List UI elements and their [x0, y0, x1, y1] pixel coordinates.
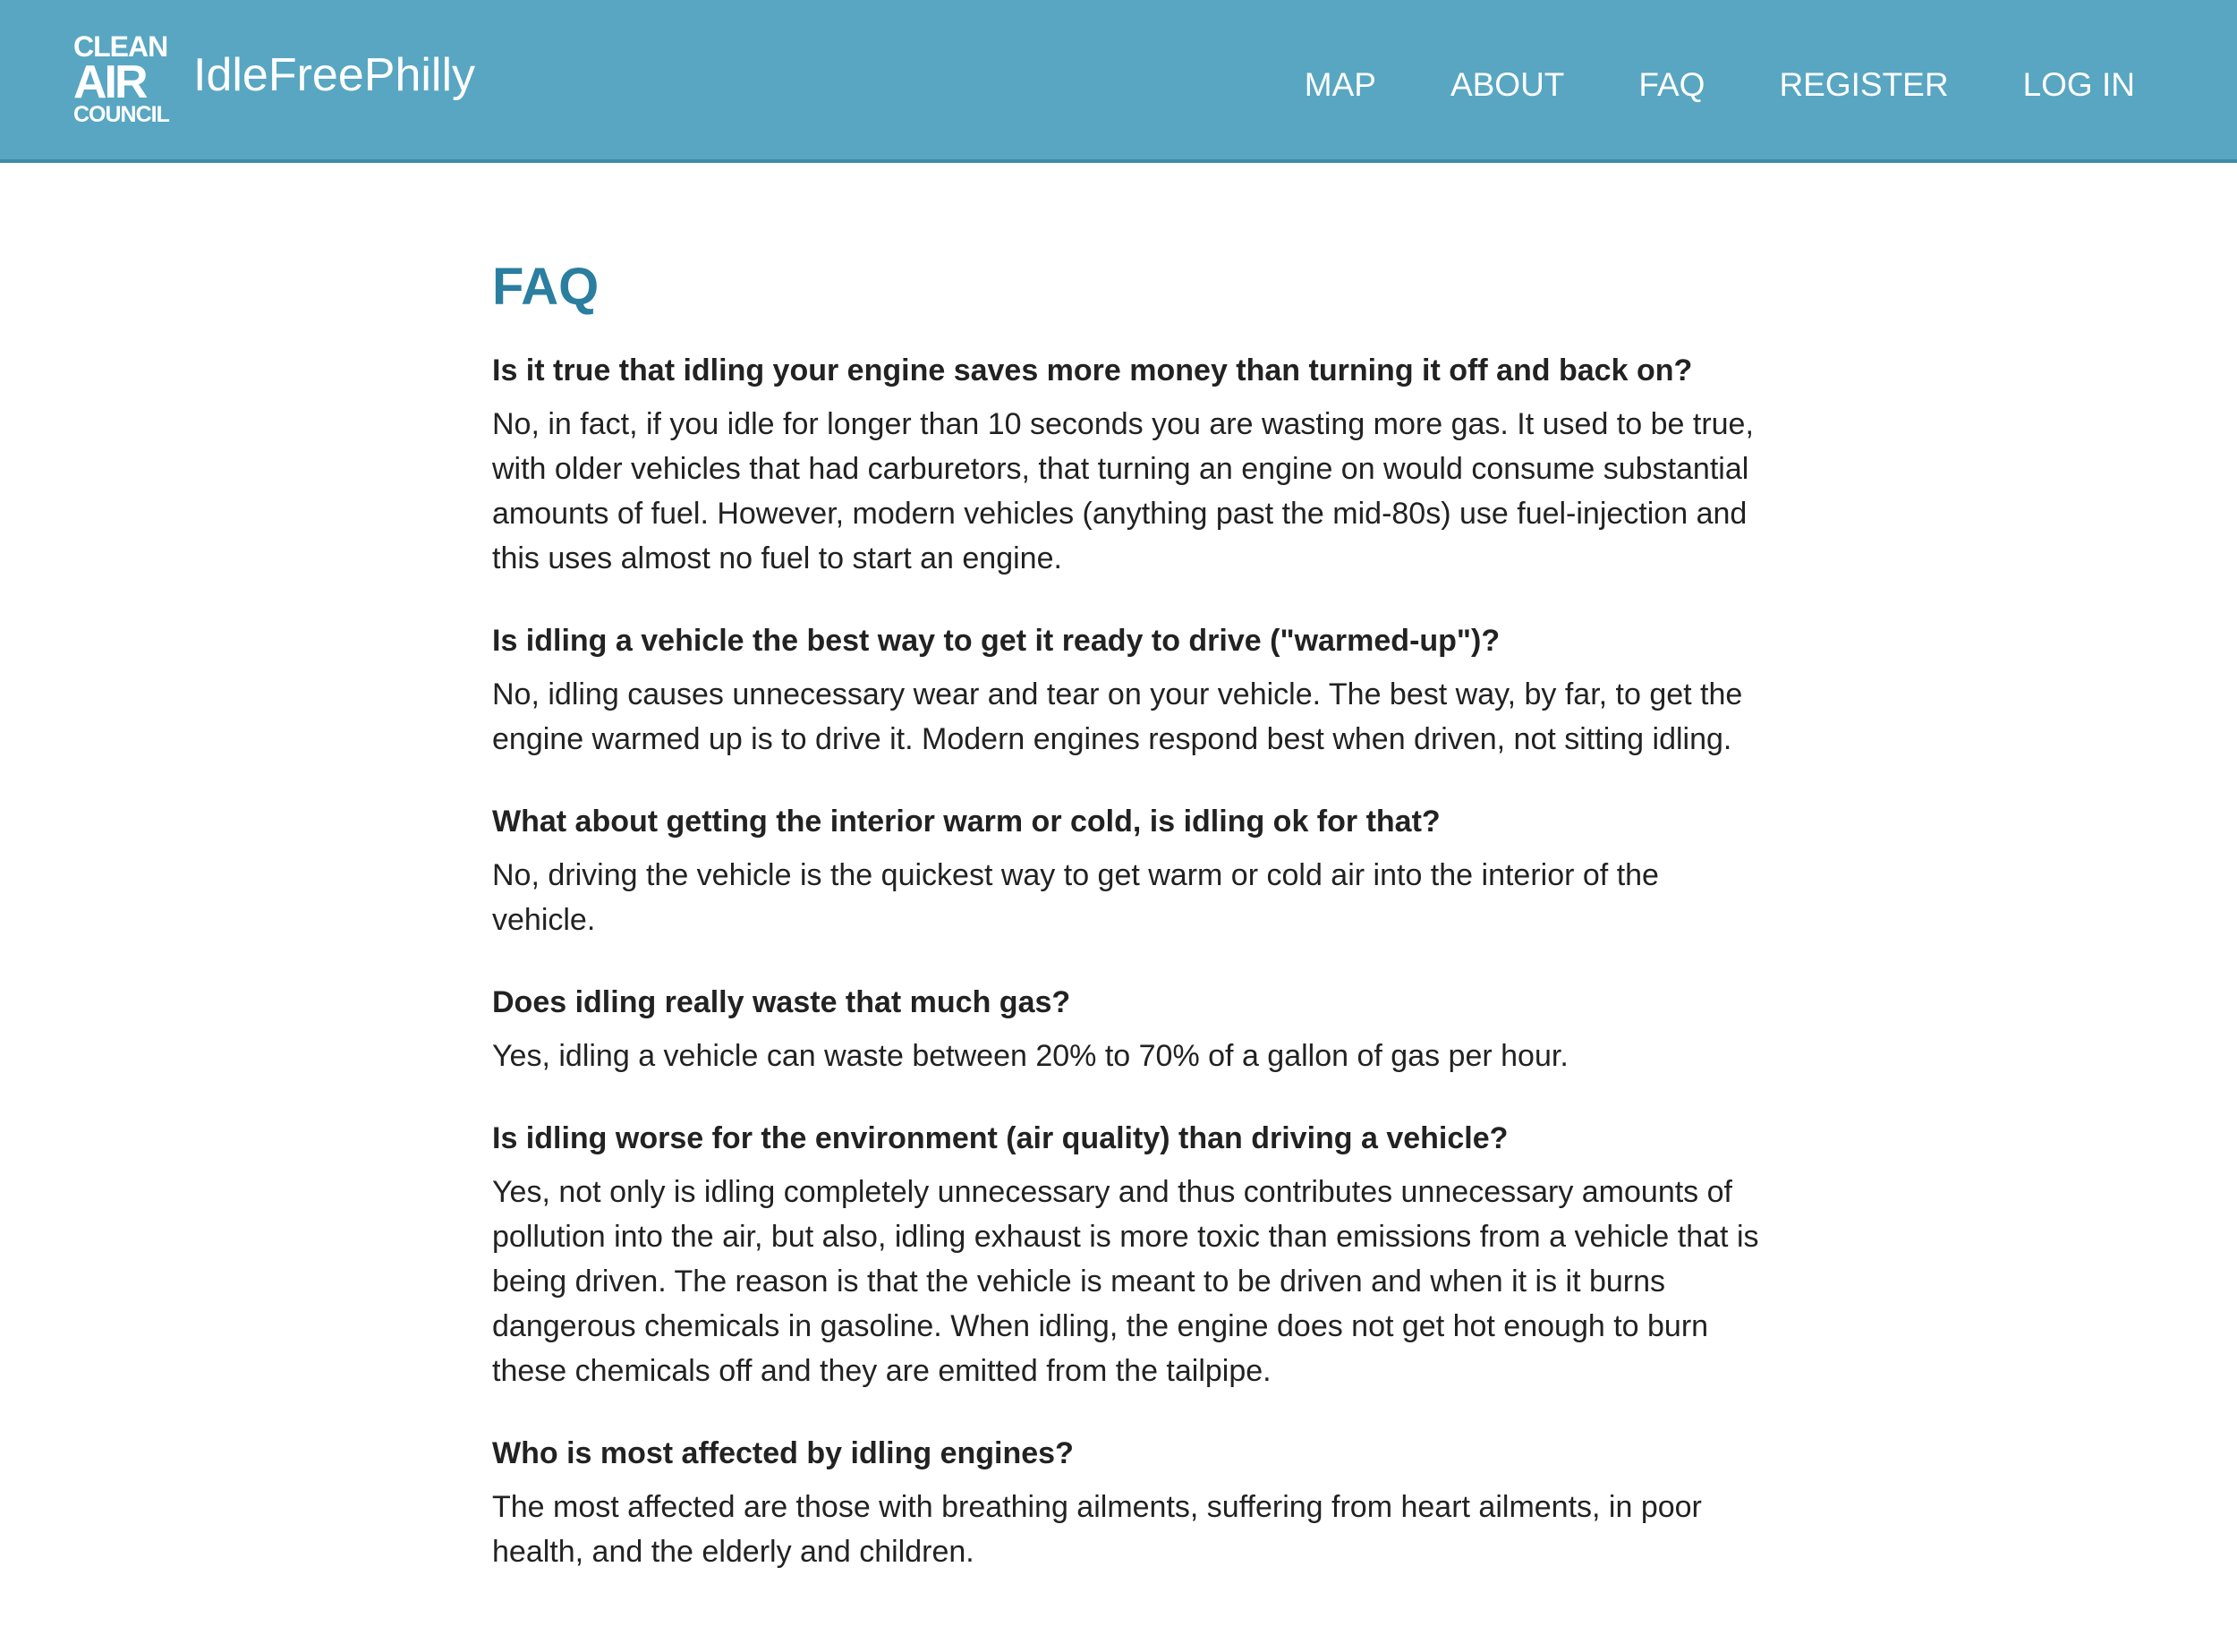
- nav-map[interactable]: MAP: [1304, 66, 1376, 103]
- top-navbar: [0, 0, 2237, 163]
- nav-register[interactable]: REGISTER: [1779, 66, 1949, 103]
- logo-line-clean: CLEAN: [73, 30, 168, 63]
- faq-question: Is idling worse for the environment (air quality) than driving a vehicle?: [492, 1121, 1509, 1155]
- faq-answer: Yes, not only is idling completely unnecessary and thus contributes unnecessary amounts of pollution into the air, but also, idling exhaust is more toxic than emissions from a vehicle that is being driven. The reason is that the vehicle is meant to be driven and when it is it burns dangerous chemicals in gasoline. When idling, the engine does not get hot enough to burn these chemicals off and they are emitted from the tailpipe.: [492, 1175, 1759, 1388]
- nav-login[interactable]: LOG IN: [2022, 66, 2135, 103]
- faq-item: [492, 350, 1763, 581]
- faq-question: Is idling a vehicle the best way to get it ready to drive ("warmed-up")?: [492, 624, 1501, 658]
- home-link[interactable]: [73, 32, 475, 129]
- nav-faq[interactable]: FAQ: [1638, 66, 1705, 103]
- faq-answer: No, idling causes unnecessary wear and tear on your vehicle. The best way, by far, to get the engine warmed up is to drive it. Modern engines respond best when driven, not sitting idling.: [492, 677, 1743, 756]
- logo-line-air: AIR: [73, 56, 146, 108]
- faq-question: Does idling really waste that much gas?: [492, 985, 1071, 1019]
- faq-answer: Yes, idling a vehicle can waste between 20% to 70% of a gallon of gas per hour.: [492, 1039, 1569, 1073]
- faq-answer: The most affected are those with breathing ailments, suffering from heart ailments, in poor health, and the elderly and children.: [492, 1490, 1702, 1569]
- faq-item: [492, 801, 1763, 942]
- faq-item: [492, 1433, 1763, 1574]
- page-title: FAQ: [492, 258, 600, 316]
- faq-item: [492, 982, 1763, 1078]
- nav-about[interactable]: ABOUT: [1450, 66, 1565, 103]
- faq-content: [492, 255, 1763, 1614]
- main-nav: [1305, 63, 2237, 107]
- faq-question: What about getting the interior warm or cold, is idling ok for that?: [492, 805, 1441, 839]
- faq-answer: No, in fact, if you idle for longer than 10 seconds you are wasting more gas. It used to be true, with older vehicles that had carburetors, that turning an engine on would consume substantial amounts of fuel. However, modern vehicles (anything past the mid-80s) use fuel-injection and this uses almost no fuel to start an engine.: [492, 407, 1754, 575]
- faq-question: Who is most affected by idling engines?: [492, 1436, 1074, 1470]
- faq-item: [492, 620, 1763, 762]
- faq-question: Is it true that idling your engine saves more money than turning it off and back on?: [492, 353, 1693, 387]
- faq-answer: No, driving the vehicle is the quickest way to get warm or cold air into the interior of the vehicle.: [492, 858, 1659, 937]
- faq-item: [492, 1118, 1763, 1393]
- logo-line-council: COUNCIL: [73, 102, 169, 127]
- site-name: IdleFreePhilly: [193, 49, 476, 101]
- clean-air-council-logo: [73, 32, 174, 129]
